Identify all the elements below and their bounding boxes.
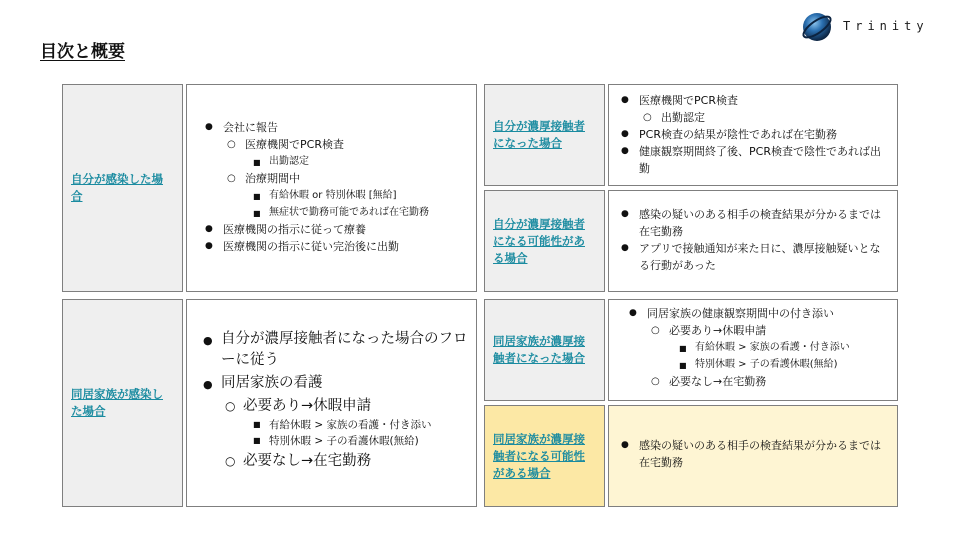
family-close-contact-list	[625, 305, 889, 390]
content-self-infected	[186, 84, 477, 292]
list-item: ○ 必要あり→休暇申請	[647, 322, 889, 339]
link-family-infected[interactable]: 同居家族が感染した場合	[71, 387, 163, 418]
label-family-close-contact	[484, 299, 605, 401]
list-item: ■ 有給休暇 or 特別休暇 [無給]	[249, 187, 468, 204]
family-possible-contact-list	[617, 437, 889, 471]
list-item: ■ 特別休暇 > 子の看護休暇(無給)	[249, 433, 468, 449]
self-close-contact-list	[617, 92, 889, 177]
list-item: ■ 有給休暇 > 家族の看護・付き添い	[249, 417, 468, 433]
label-self-infected	[62, 84, 183, 292]
list-item: ○ 出勤認定	[639, 109, 889, 126]
self-infected-list	[201, 119, 468, 255]
link-family-possible-contact[interactable]: 同居家族が濃厚接触者になる可能性がある場合	[493, 431, 585, 480]
content-family-close-contact	[608, 299, 898, 401]
self-possible-contact-list	[617, 206, 889, 274]
list-item: ● 自分が濃厚接触者になった場合のフローに従う	[199, 329, 468, 371]
list-item: ● 同居家族の健康観察期間中の付き添い	[625, 305, 889, 322]
list-item: ● 医療機関の指示に従って療養	[201, 221, 468, 238]
list-item: ● 医療機関の指示に従い完治後に出勤	[201, 238, 468, 255]
logo-text: Trinity	[843, 19, 929, 33]
list-item: ■ 出勤認定	[249, 153, 468, 170]
list-item: ○ 必要あり→休暇申請	[221, 396, 468, 417]
label-self-close-contact	[484, 84, 605, 186]
family-infected-list	[199, 329, 468, 472]
list-item: ● 健康観察期間終了後、PCR検査で陰性であれば出勤	[617, 143, 889, 177]
page-title: 目次と概要	[40, 42, 125, 62]
list-item: ■ 特別休暇 > 子の看護休暇(無給)	[675, 356, 889, 373]
list-item: ● 感染の疑いのある相手の検査結果が分かるまでは在宅勤務	[617, 206, 889, 240]
list-item: ● 同居家族の看護	[199, 373, 468, 394]
label-family-infected	[62, 299, 183, 507]
link-self-close-contact[interactable]: 自分が濃厚接触者になった場合	[493, 119, 585, 150]
list-item: ● 感染の疑いのある相手の検査結果が分かるまでは在宅勤務	[617, 437, 889, 471]
list-item: ○ 医療機関でPCR検査	[223, 136, 468, 153]
label-self-possible-contact	[484, 190, 605, 292]
link-self-infected[interactable]: 自分が感染した場合	[71, 172, 163, 203]
list-item: ● PCR検査の結果が陰性であれば在宅勤務	[617, 126, 889, 143]
content-self-close-contact	[608, 84, 898, 186]
label-family-possible-contact	[484, 405, 605, 507]
list-item: ○ 必要なし→在宅勤務	[647, 373, 889, 390]
list-item: ■ 無症状で勤務可能であれば在宅勤務	[249, 204, 468, 221]
list-item: ● 会社に報告	[201, 119, 468, 136]
list-item: ● 医療機関でPCR検査	[617, 92, 889, 109]
link-family-close-contact[interactable]: 同居家族が濃厚接触者になった場合	[493, 334, 585, 365]
content-family-infected	[186, 299, 477, 507]
link-self-possible-contact[interactable]: 自分が濃厚接触者になる可能性がある場合	[493, 216, 585, 265]
list-item: ○ 治療期間中	[223, 170, 468, 187]
content-self-possible-contact	[608, 190, 898, 292]
list-item: ■ 有給休暇 > 家族の看護・付き添い	[675, 339, 889, 356]
list-item: ● アプリで接触通知が来た日に、濃厚接触疑いとなる行動があった	[617, 240, 889, 274]
list-item: ○ 必要なし→在宅勤務	[221, 451, 468, 472]
content-family-possible-contact	[608, 405, 898, 507]
